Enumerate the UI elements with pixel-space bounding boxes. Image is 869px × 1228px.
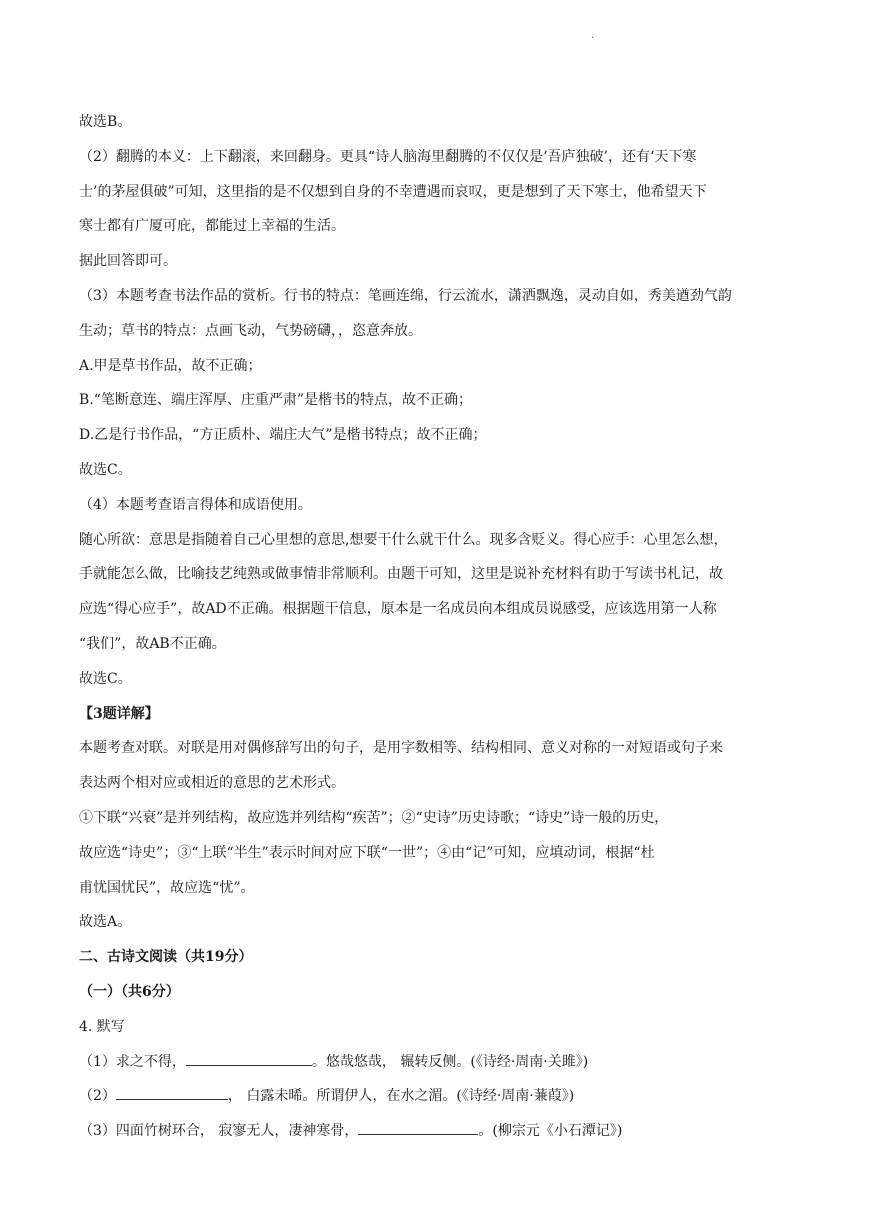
text-line: 寒士都有广厦可庇，都能过上幸福的生活。	[79, 218, 345, 235]
text-line: 士’的茅屋俱破”可知，这里指的是不仅想到自身的不幸遭遇而哀叹，更是想到了天下寒士，他希望天下	[79, 183, 707, 200]
text-line: 甫忧国忧民”，故应选“忧”。	[79, 879, 255, 896]
text-line: （3）本题考查书法作品的赏析。行书的特点：笔画连绵，行云流水，潇洒飘逸，灵动自如，秀美遒劲气韵	[79, 287, 732, 304]
text-line: B.“笔断意连、端庄浑厚、庄重严肃”是楷书的特点，故不正确；	[79, 392, 473, 409]
text-line: D.乙是行书作品，“方正质朴、端庄大气”是楷书特点；故不正确；	[79, 427, 487, 444]
answer-blank[interactable]	[358, 1120, 478, 1135]
fill-item-suffix: ， 白露未晞。所谓伊人，在水之湄。(《诗经·周南·蒹葭》)	[227, 1088, 575, 1105]
text-line: “我们”，故AB不正确。	[79, 635, 226, 652]
fill-item-prefix: （2）	[79, 1088, 116, 1105]
subsection-heading: （一）（共6分）	[79, 983, 180, 1000]
text-line: 本题考查对联。对联是用对偶修辞写出的句子，是用字数相等、结构相同、意义对称的一对短语或句子来	[79, 740, 723, 757]
text-line: 生动；草书的特点：点画飞动，气势磅礴，，恣意奔放。	[79, 322, 422, 339]
text-line: A.甲是草书作品，故不正确；	[79, 357, 262, 374]
section-heading: 二、古诗文阅读（共19分）	[79, 949, 253, 966]
fill-item-prefix: （3）四面竹树环合， 寂寥无人，凄神寒骨，	[79, 1123, 359, 1140]
text-line: 故应选“诗史”；③“上联“半生”表示时间对应下联“一世”；④由“记”可知，应填动词，根据“杜	[79, 844, 655, 861]
text-line: （4）本题考查语言得体和成语使用。	[79, 496, 312, 513]
answer-blank[interactable]	[116, 1085, 228, 1100]
text-line: 据此回答即可。	[79, 253, 177, 270]
fill-item-suffix: 。悠哉悠哉， 辗转反侧。(《诗经·周南·关雎》)	[311, 1053, 589, 1070]
fill-item-prefix: （1）求之不得，	[79, 1053, 186, 1070]
text-line: 表达两个相对应或相近的意思的艺术形式。	[79, 775, 345, 792]
text-line: ①下联“兴衰”是并列结构，故应选并列结构“疾苦”；②“史诗”历史诗歌；“诗史”诗一般的历史，	[79, 809, 669, 826]
text-line: 随心所欲：意思是指随着自己心里想的意思,想要干什么就干什么。现多含贬义。得心应手：心里怎么想，	[79, 531, 728, 548]
text-line: 应选“得心应手”，故AD不正确。根据题干信息，原本是一名成员向本组成员说感受，应该选用第一人称	[79, 601, 717, 618]
fill-item-2	[79, 1084, 799, 1108]
fill-item-1	[79, 1050, 799, 1074]
fill-item-3	[79, 1119, 799, 1143]
text-line: 故选C。	[79, 461, 132, 478]
text-line: （2）翻腾的本义：上下翻滚，来回翻身。更具“诗人脑海里翻腾的不仅仅是‘吾庐独破’，还有‘天下寒	[79, 148, 697, 165]
page-content	[79, 110, 799, 1143]
text-line: 手就能怎么做，比喻技艺纯熟或做事情非常顺利。由题干可知，这里是说补充材料有助于写读书札记，故	[79, 566, 723, 583]
answer-blank[interactable]	[186, 1051, 312, 1066]
text-line: 故选B。	[79, 114, 132, 130]
section-heading: 【3题详解】	[79, 705, 159, 722]
text-line: 故选C。	[79, 670, 132, 687]
header-mark: .	[591, 30, 595, 41]
text-line: 故选A。	[79, 914, 132, 931]
fill-item-suffix: 。(柳宗元《小石潭记》)	[478, 1123, 623, 1140]
question-title: 4. 默写	[79, 1018, 125, 1035]
